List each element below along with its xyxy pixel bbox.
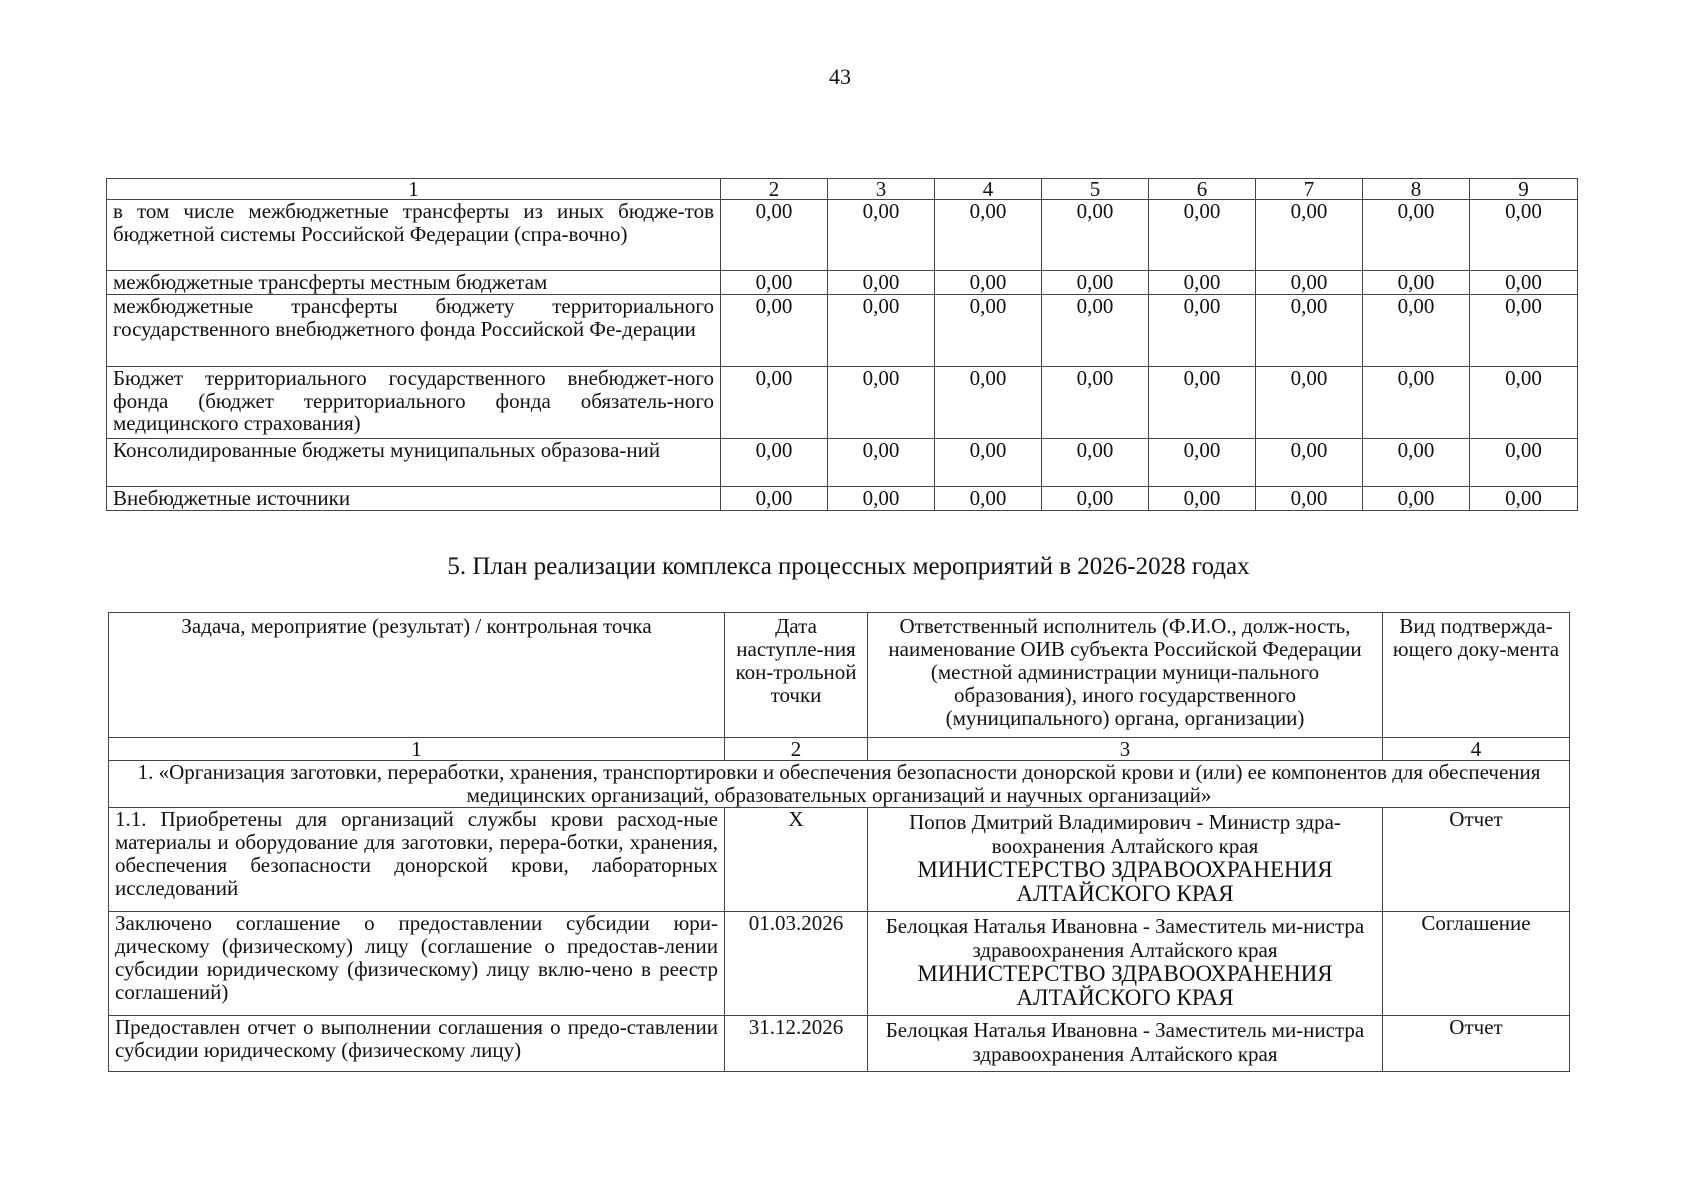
cell-value: 0,00 — [1256, 367, 1363, 439]
header-task: Задача, мероприятие (результат) / контрольная точка — [109, 613, 725, 738]
task-cell: Заключено соглашение о предоставлении субсидии юри-дическому (физическому) лицу (соглашение о предостав-лении субсидии юридическому (физическому) лицу вклю-чено в реестр соглашений) — [109, 912, 725, 1016]
cell-value: 0,00 — [1363, 271, 1470, 295]
cell-value: 0,00 — [1470, 367, 1578, 439]
task-section-row — [109, 761, 1570, 808]
cell-value: 0,00 — [1363, 200, 1470, 271]
plan-table-header-row — [109, 613, 1570, 738]
column-number: 3 — [828, 179, 935, 200]
task-cell: 1.1. Приобретены для организаций службы крови расход-ные материалы и оборудование для заготовки, перера-ботки, хранения, обеспечения безопасности донорской крови, лабораторных исследований — [109, 808, 725, 912]
cell-value: 0,00 — [828, 487, 935, 511]
table-row — [107, 367, 1578, 439]
cell-value: 0,00 — [1363, 487, 1470, 511]
responsible-person: Белоцкая Наталья Ивановна - Заместитель ми-нистра здравоохранения Алтайского края — [885, 914, 1365, 962]
cell-value: 0,00 — [935, 271, 1042, 295]
column-number: 9 — [1470, 179, 1578, 200]
cell-value: 0,00 — [935, 439, 1042, 487]
cell-value: 0,00 — [1470, 271, 1578, 295]
cell-value: 0,00 — [1149, 295, 1256, 367]
cell-value: 0,00 — [721, 367, 828, 439]
row-label: межбюджетные трансферты местным бюджетам — [107, 271, 721, 295]
table-row — [107, 439, 1578, 487]
row-label: Консолидированные бюджеты муниципальных образова-ний — [107, 439, 721, 487]
cell-value: 0,00 — [828, 200, 935, 271]
cell-value: 0,00 — [1256, 295, 1363, 367]
header-date: Дата наступле-ния кон-трольной точки — [725, 613, 868, 738]
cell-value: 0,00 — [1042, 200, 1149, 271]
plan-table — [108, 612, 1570, 1072]
cell-value: 0,00 — [1042, 367, 1149, 439]
date-cell: 01.03.2026 — [725, 912, 868, 1016]
cell-value: 0,00 — [828, 439, 935, 487]
responsible-cell — [868, 912, 1383, 1016]
cell-value: 0,00 — [1042, 271, 1149, 295]
column-number: 4 — [1383, 738, 1570, 761]
cell-value: 0,00 — [935, 487, 1042, 511]
table-row — [107, 271, 1578, 295]
column-number: 8 — [1363, 179, 1470, 200]
cell-value: 0,00 — [1256, 487, 1363, 511]
table-row — [107, 200, 1578, 271]
cell-value: 0,00 — [721, 295, 828, 367]
cell-value: 0,00 — [1149, 271, 1256, 295]
cell-value: 0,00 — [1363, 439, 1470, 487]
column-number: 4 — [935, 179, 1042, 200]
column-number: 5 — [1042, 179, 1149, 200]
page-number: 43 — [829, 64, 851, 89]
plan-table-index-row — [109, 738, 1570, 761]
cell-value: 0,00 — [828, 271, 935, 295]
table-row — [107, 487, 1578, 511]
header-responsible: Ответственный исполнитель (Ф.И.О., долж-ность, наименование ОИВ субъекта Российской Федерации (местной администрации муници-пального образования), иного государственного (муниципального) органа, организации) — [868, 613, 1383, 738]
cell-value: 0,00 — [1256, 439, 1363, 487]
column-number: 2 — [721, 179, 828, 200]
row-label: межбюджетные трансферты бюджету территориального государственного внебюджетного фонда Российской Фе-дерации — [107, 295, 721, 367]
date-cell: 31.12.2026 — [725, 1016, 868, 1072]
responsible-person: Белоцкая Наталья Ивановна - Заместитель ми-нистра здравоохранения Алтайского края — [885, 1018, 1365, 1066]
task-section-title: 1. «Организация заготовки, переработки, хранения, транспортировки и обеспечения безопасности донорской крови и (или) ее компонентов для обеспечения медицинских организаций, образовательных организаций и научных организаций» — [109, 761, 1570, 808]
cell-value: 0,00 — [1470, 200, 1578, 271]
cell-value: 0,00 — [721, 487, 828, 511]
responsible-person: Попов Дмитрий Владимирович - Министр здра-воохранения Алтайского края — [909, 810, 1341, 858]
responsible-cell — [868, 808, 1383, 912]
task-cell: Предоставлен отчет о выполнении соглашения о предо-ставлении субсидии юридическому (физическому лицу) — [109, 1016, 725, 1072]
row-label: Бюджет территориального государственного внебюджет-ного фонда (бюджет территориального фонда обязатель-ного медицинского страхования) — [107, 367, 721, 439]
column-number: 3 — [868, 738, 1383, 761]
document-cell: Отчет — [1383, 1016, 1570, 1072]
cell-value: 0,00 — [828, 295, 935, 367]
section-title: 5. План реализации комплекса процессных мероприятий в 2026-2028 годах — [447, 553, 1250, 580]
cell-value: 0,00 — [721, 200, 828, 271]
cell-value: 0,00 — [1042, 295, 1149, 367]
document-cell: Отчет — [1383, 808, 1570, 912]
column-number: 1 — [109, 738, 725, 761]
cell-value: 0,00 — [1363, 295, 1470, 367]
table-row — [109, 912, 1570, 1016]
date-cell: X — [725, 808, 868, 912]
cell-value: 0,00 — [828, 367, 935, 439]
responsible-organization: МИНИСТЕРСТВО ЗДРАВООХРАНЕНИЯ АЛТАЙСКОГО КРАЯ — [917, 857, 1333, 906]
cell-value: 0,00 — [1470, 487, 1578, 511]
column-number: 7 — [1256, 179, 1363, 200]
table-row — [109, 1016, 1570, 1072]
header-document: Вид подтвержда-ющего доку-мента — [1383, 613, 1570, 738]
funding-table — [106, 178, 1578, 511]
cell-value: 0,00 — [1149, 367, 1256, 439]
cell-value: 0,00 — [721, 439, 828, 487]
cell-value: 0,00 — [1149, 200, 1256, 271]
cell-value: 0,00 — [1470, 295, 1578, 367]
row-label: в том числе межбюджетные трансферты из иных бюдже-тов бюджетной системы Российской Федерации (спра-вочно) — [107, 200, 721, 271]
table-row — [107, 295, 1578, 367]
cell-value: 0,00 — [1042, 487, 1149, 511]
cell-value: 0,00 — [1470, 439, 1578, 487]
table-row — [109, 808, 1570, 912]
cell-value: 0,00 — [1256, 271, 1363, 295]
column-number: 6 — [1149, 179, 1256, 200]
cell-value: 0,00 — [1149, 439, 1256, 487]
responsible-cell — [868, 1016, 1383, 1072]
cell-value: 0,00 — [935, 367, 1042, 439]
cell-value: 0,00 — [1149, 487, 1256, 511]
responsible-organization: МИНИСТЕРСТВО ЗДРАВООХРАНЕНИЯ АЛТАЙСКОГО КРАЯ — [917, 961, 1333, 1010]
cell-value: 0,00 — [1042, 439, 1149, 487]
funding-table-header-row — [107, 179, 1578, 200]
cell-value: 0,00 — [935, 295, 1042, 367]
cell-value: 0,00 — [1363, 367, 1470, 439]
column-number: 1 — [107, 179, 721, 200]
row-label: Внебюджетные источники — [107, 487, 721, 511]
cell-value: 0,00 — [721, 271, 828, 295]
cell-value: 0,00 — [935, 200, 1042, 271]
document-cell: Соглашение — [1383, 912, 1570, 1016]
cell-value: 0,00 — [1256, 200, 1363, 271]
column-number: 2 — [725, 738, 868, 761]
